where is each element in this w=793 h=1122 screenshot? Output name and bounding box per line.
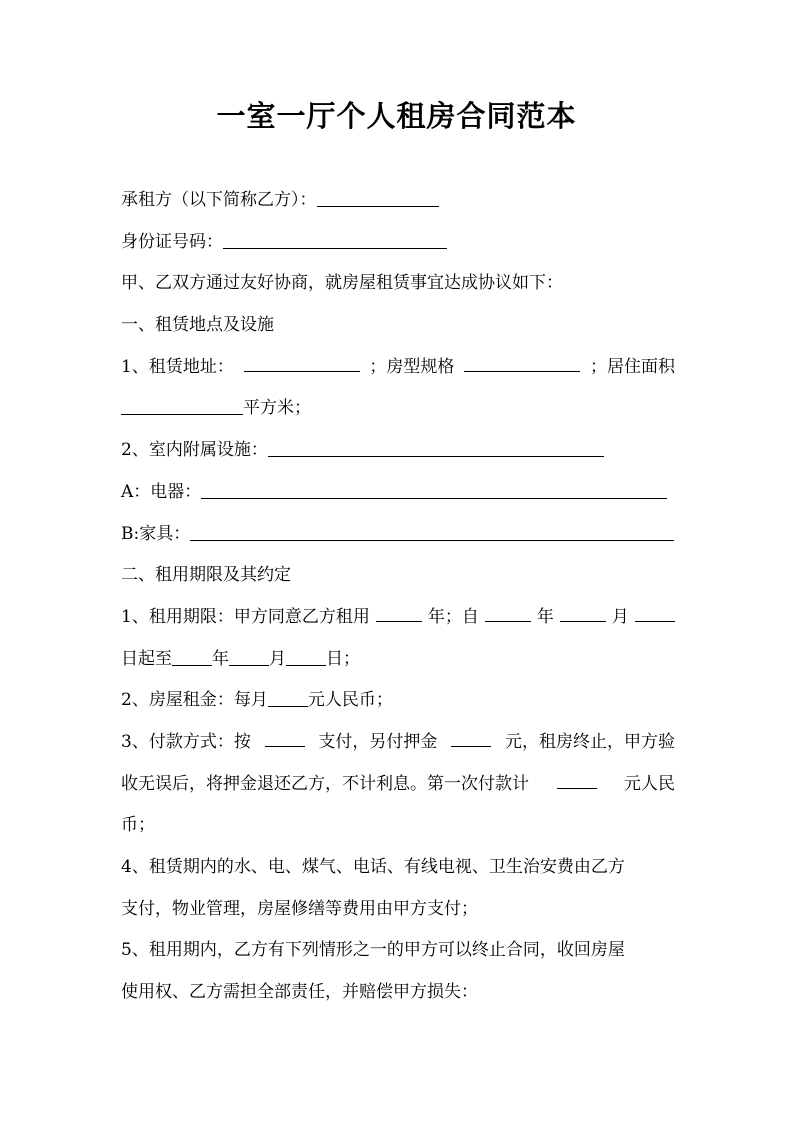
rent-line: [121, 680, 675, 722]
area-line: [121, 388, 675, 430]
payment-method-blank[interactable]: [265, 722, 305, 747]
start-month-label: 月: [611, 606, 629, 627]
start-year-label: 年: [536, 606, 554, 627]
rent-unit: 元人民币；: [307, 690, 393, 711]
address-line: [121, 347, 675, 389]
room-type-label: ；房型规格: [369, 356, 455, 377]
start-year-blank[interactable]: [485, 597, 531, 622]
tenant-line: [121, 180, 675, 222]
area-label: ；居住面积: [589, 356, 675, 377]
deposit-unit: 元，租房终止，甲方验: [504, 731, 675, 752]
appliances-label: A：电器：: [121, 481, 202, 502]
section-2-heading: 二、租用期限及其约定: [121, 565, 291, 586]
rent-label: 2、房屋租金：每月: [121, 690, 268, 711]
first-payment-label: 收无误后，将押金退还乙方，不计利息。第一次付款计: [121, 773, 529, 794]
contract-body: [121, 180, 675, 1014]
facilities-label: 2、室内附属设施：: [121, 440, 268, 461]
payment-line: [121, 722, 675, 764]
facilities-blank[interactable]: [268, 432, 604, 457]
end-year-blank[interactable]: [172, 641, 212, 666]
end-month-blank[interactable]: [229, 641, 269, 666]
end-year-label: 年: [212, 648, 229, 669]
id-number-label: 身份证号码：: [121, 231, 223, 252]
term-from-label: 年；自: [427, 606, 479, 627]
term-end-line: [121, 639, 675, 681]
termination-line-2: 使用权、乙方需担全部责任，并赔偿甲方损失：: [121, 982, 478, 1003]
tenant-label: 承租方（以下简称乙方）：: [121, 190, 317, 210]
end-day-label: 日；: [326, 648, 360, 669]
document-title: 一室一厅个人租房合同范本: [216, 99, 577, 133]
facilities-line: [121, 430, 675, 472]
furniture-line: [121, 514, 675, 556]
start-month-blank[interactable]: [560, 597, 606, 622]
fees-line: 4、租赁期内的水、电、煤气、电话、有线电视、卫生治安费由乙方: [121, 857, 625, 877]
furniture-blank[interactable]: [190, 516, 674, 541]
first-payment-unit: 元人民: [624, 773, 675, 794]
end-month-label: 月: [269, 648, 286, 669]
fees-line-2: 支付，物业管理，房屋修缮等费用由甲方支付；: [121, 898, 478, 919]
agreement-line: 甲、乙双方通过友好协商，就房屋租赁事宜达成协议如下：: [121, 273, 563, 294]
termination-line: 5、租用期内，乙方有下列情形之一的甲方可以终止合同，收回房屋: [121, 940, 625, 961]
area-unit: 平方米；: [243, 398, 311, 419]
deposit-blank[interactable]: [451, 722, 491, 747]
rent-amount-blank[interactable]: [268, 682, 308, 707]
section-1-heading: 一、租赁地点及设施: [121, 315, 274, 336]
appliances-line: [121, 472, 675, 514]
id-number-line: [121, 222, 675, 264]
end-day-blank[interactable]: [286, 641, 326, 666]
term-years-blank[interactable]: [376, 597, 422, 622]
start-day-blank[interactable]: [635, 597, 675, 622]
first-payment-blank[interactable]: [557, 764, 597, 789]
appliances-blank[interactable]: [201, 474, 667, 499]
address-label: 1、租赁地址：: [121, 356, 234, 377]
payment-label: 3、付款方式：按: [121, 731, 251, 752]
id-number-blank[interactable]: [223, 224, 447, 249]
address-blank[interactable]: [244, 347, 360, 372]
room-type-blank[interactable]: [464, 347, 580, 372]
tenant-blank[interactable]: [317, 182, 439, 207]
end-from-label: 日起至: [121, 648, 172, 669]
term-line: [121, 597, 675, 639]
area-blank[interactable]: [121, 390, 243, 415]
term-label: 1、租用期限：甲方同意乙方租用: [121, 606, 370, 627]
deposit-label: 支付，另付押金: [318, 731, 438, 752]
furniture-label: B:家具：: [121, 523, 191, 544]
payment-line-3: 币；: [121, 815, 155, 836]
payment-line-2: [121, 764, 675, 806]
